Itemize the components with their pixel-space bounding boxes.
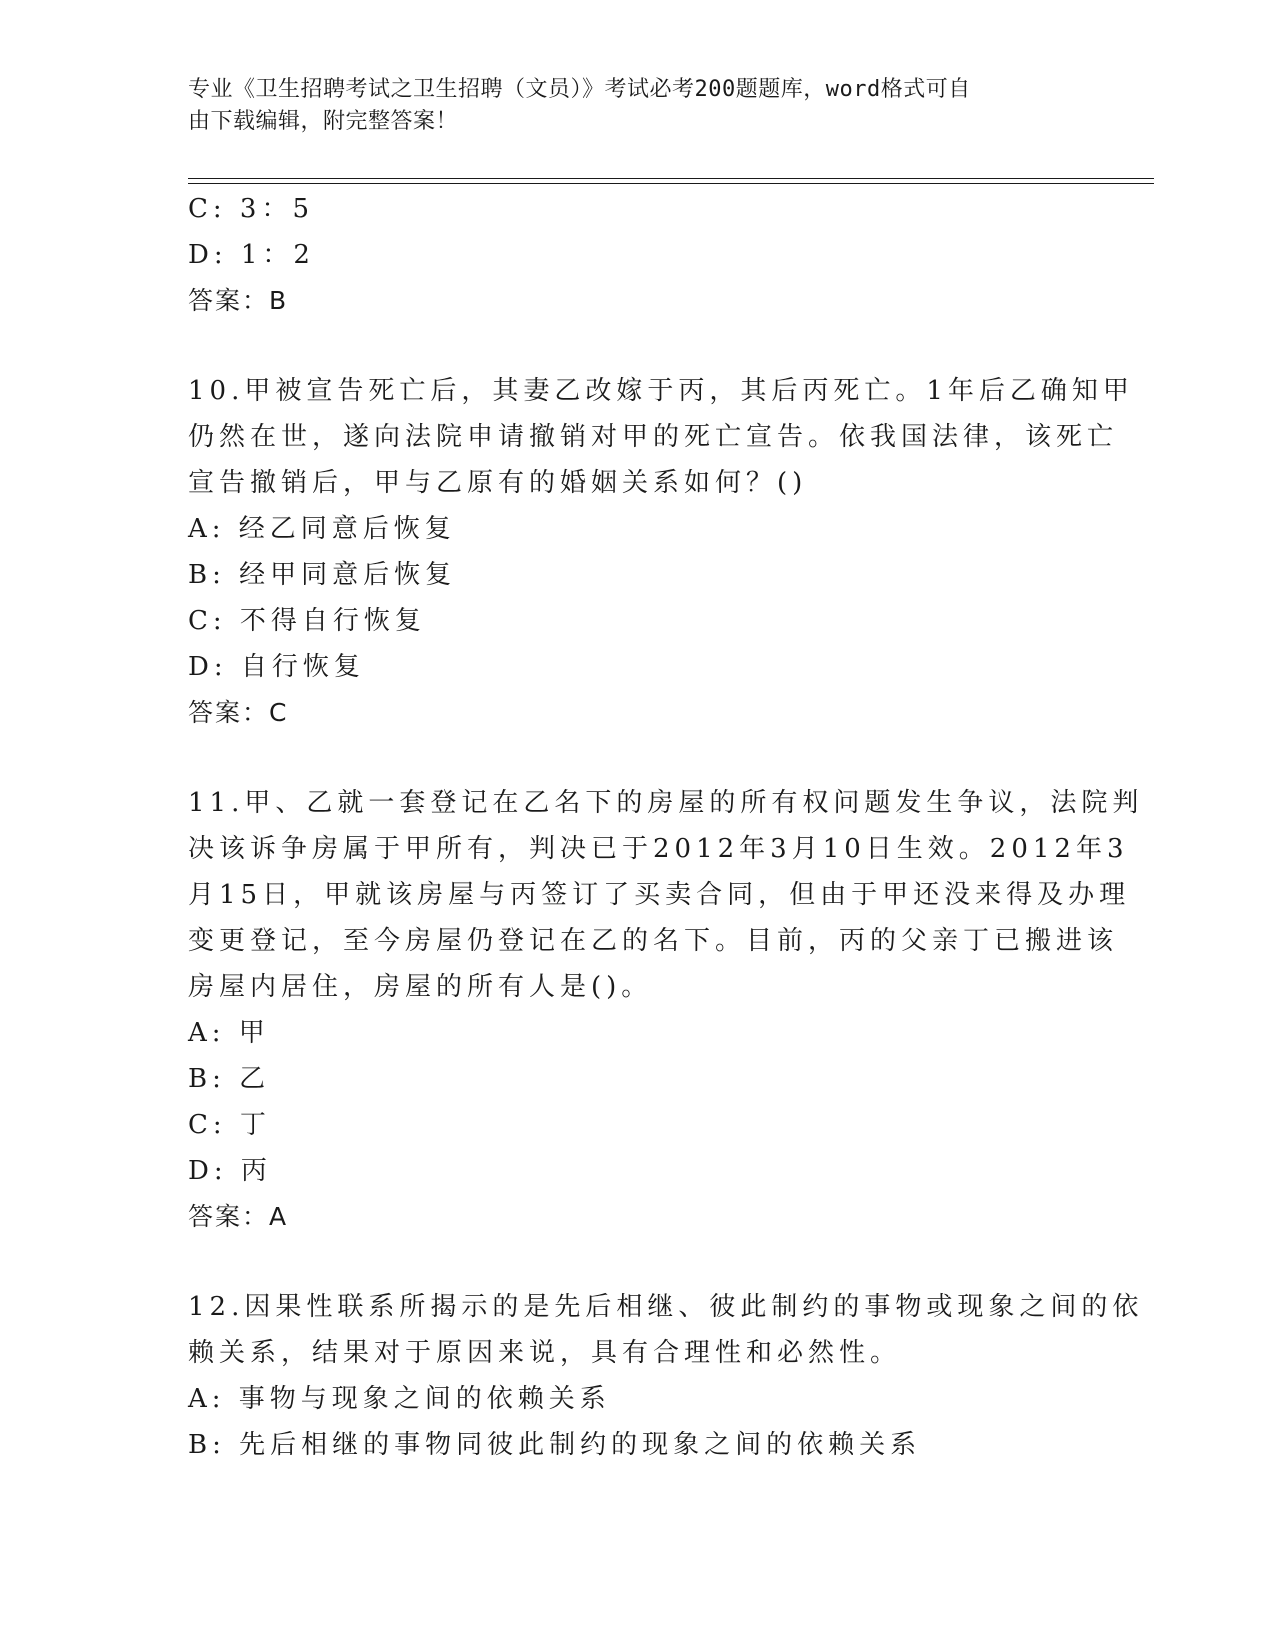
question-text-line: 12.因果性联系所揭示的是先后相继、彼此制约的事物或现象之间的依	[188, 1292, 1144, 1322]
spacer	[188, 736, 1088, 780]
question-11	[188, 780, 1144, 1240]
option-a: A: 甲	[188, 1018, 270, 1048]
option-d: D: 1：2	[188, 240, 315, 270]
spacer	[188, 1240, 1088, 1284]
question-text-line: 决该诉争房属于甲所有，判决已于2012年3月10日生效。2012年3	[188, 834, 1129, 864]
option-b: B: 乙	[188, 1064, 271, 1094]
previous-question-tail	[188, 186, 1088, 324]
question-text-line: 房屋内居住，房屋的所有人是()。	[188, 972, 653, 1002]
header-divider-top	[188, 178, 1154, 179]
option-a: A: 事物与现象之间的依赖关系	[188, 1384, 611, 1414]
question-text	[188, 368, 1134, 506]
question-10	[188, 368, 1134, 736]
spacer	[188, 324, 1088, 368]
header-divider-bottom	[188, 183, 1154, 184]
header-line-1: 专业《卫生招聘考试之卫生招聘（文员）》考试必考200题题库，word格式可自	[188, 77, 971, 102]
option-d: D: 丙	[188, 1156, 272, 1186]
answer-line: 答案：C	[188, 698, 289, 727]
question-text-line: 变更登记，至今房屋仍登记在乙的名下。目前，丙的父亲丁已搬进该	[188, 926, 1119, 956]
question-text-line: 10.甲被宣告死亡后，其妻乙改嫁于丙，其后丙死亡。1年后乙确知甲	[188, 376, 1134, 406]
option-c: C: 丁	[188, 1110, 271, 1140]
document-body	[188, 186, 1144, 1468]
option-a: A: 经乙同意后恢复	[188, 514, 456, 544]
question-text-line: 仍然在世，遂向法院申请撤销对甲的死亡宣告。依我国法律，该死亡	[188, 422, 1119, 452]
document-header	[188, 74, 1068, 138]
question-12	[188, 1284, 1144, 1468]
option-c: C: 不得自行恢复	[188, 606, 426, 636]
header-line-2: 由下载编辑，附完整答案！	[188, 109, 459, 134]
question-text-line: 宣告撤销后，甲与乙原有的婚姻关系如何？()	[188, 468, 808, 498]
question-text-line: 11.甲、乙就一套登记在乙名下的房屋的所有权问题发生争议，法院判	[188, 788, 1144, 818]
question-text-line: 赖关系，结果对于原因来说，具有合理性和必然性。	[188, 1338, 902, 1368]
question-text-line: 月15日，甲就该房屋与丙签订了买卖合同，但由于甲还没来得及办理	[188, 880, 1131, 910]
option-b: B: 先后相继的事物同彼此制约的现象之间的依赖关系	[188, 1430, 922, 1460]
option-d: D: 自行恢复	[188, 652, 365, 682]
question-text	[188, 1284, 1144, 1376]
question-text	[188, 780, 1144, 1010]
option-b: B: 经甲同意后恢复	[188, 560, 457, 590]
answer-line: 答案：B	[188, 286, 289, 315]
option-c: C: 3：5	[188, 194, 315, 224]
answer-line: 答案：A	[188, 1202, 289, 1231]
